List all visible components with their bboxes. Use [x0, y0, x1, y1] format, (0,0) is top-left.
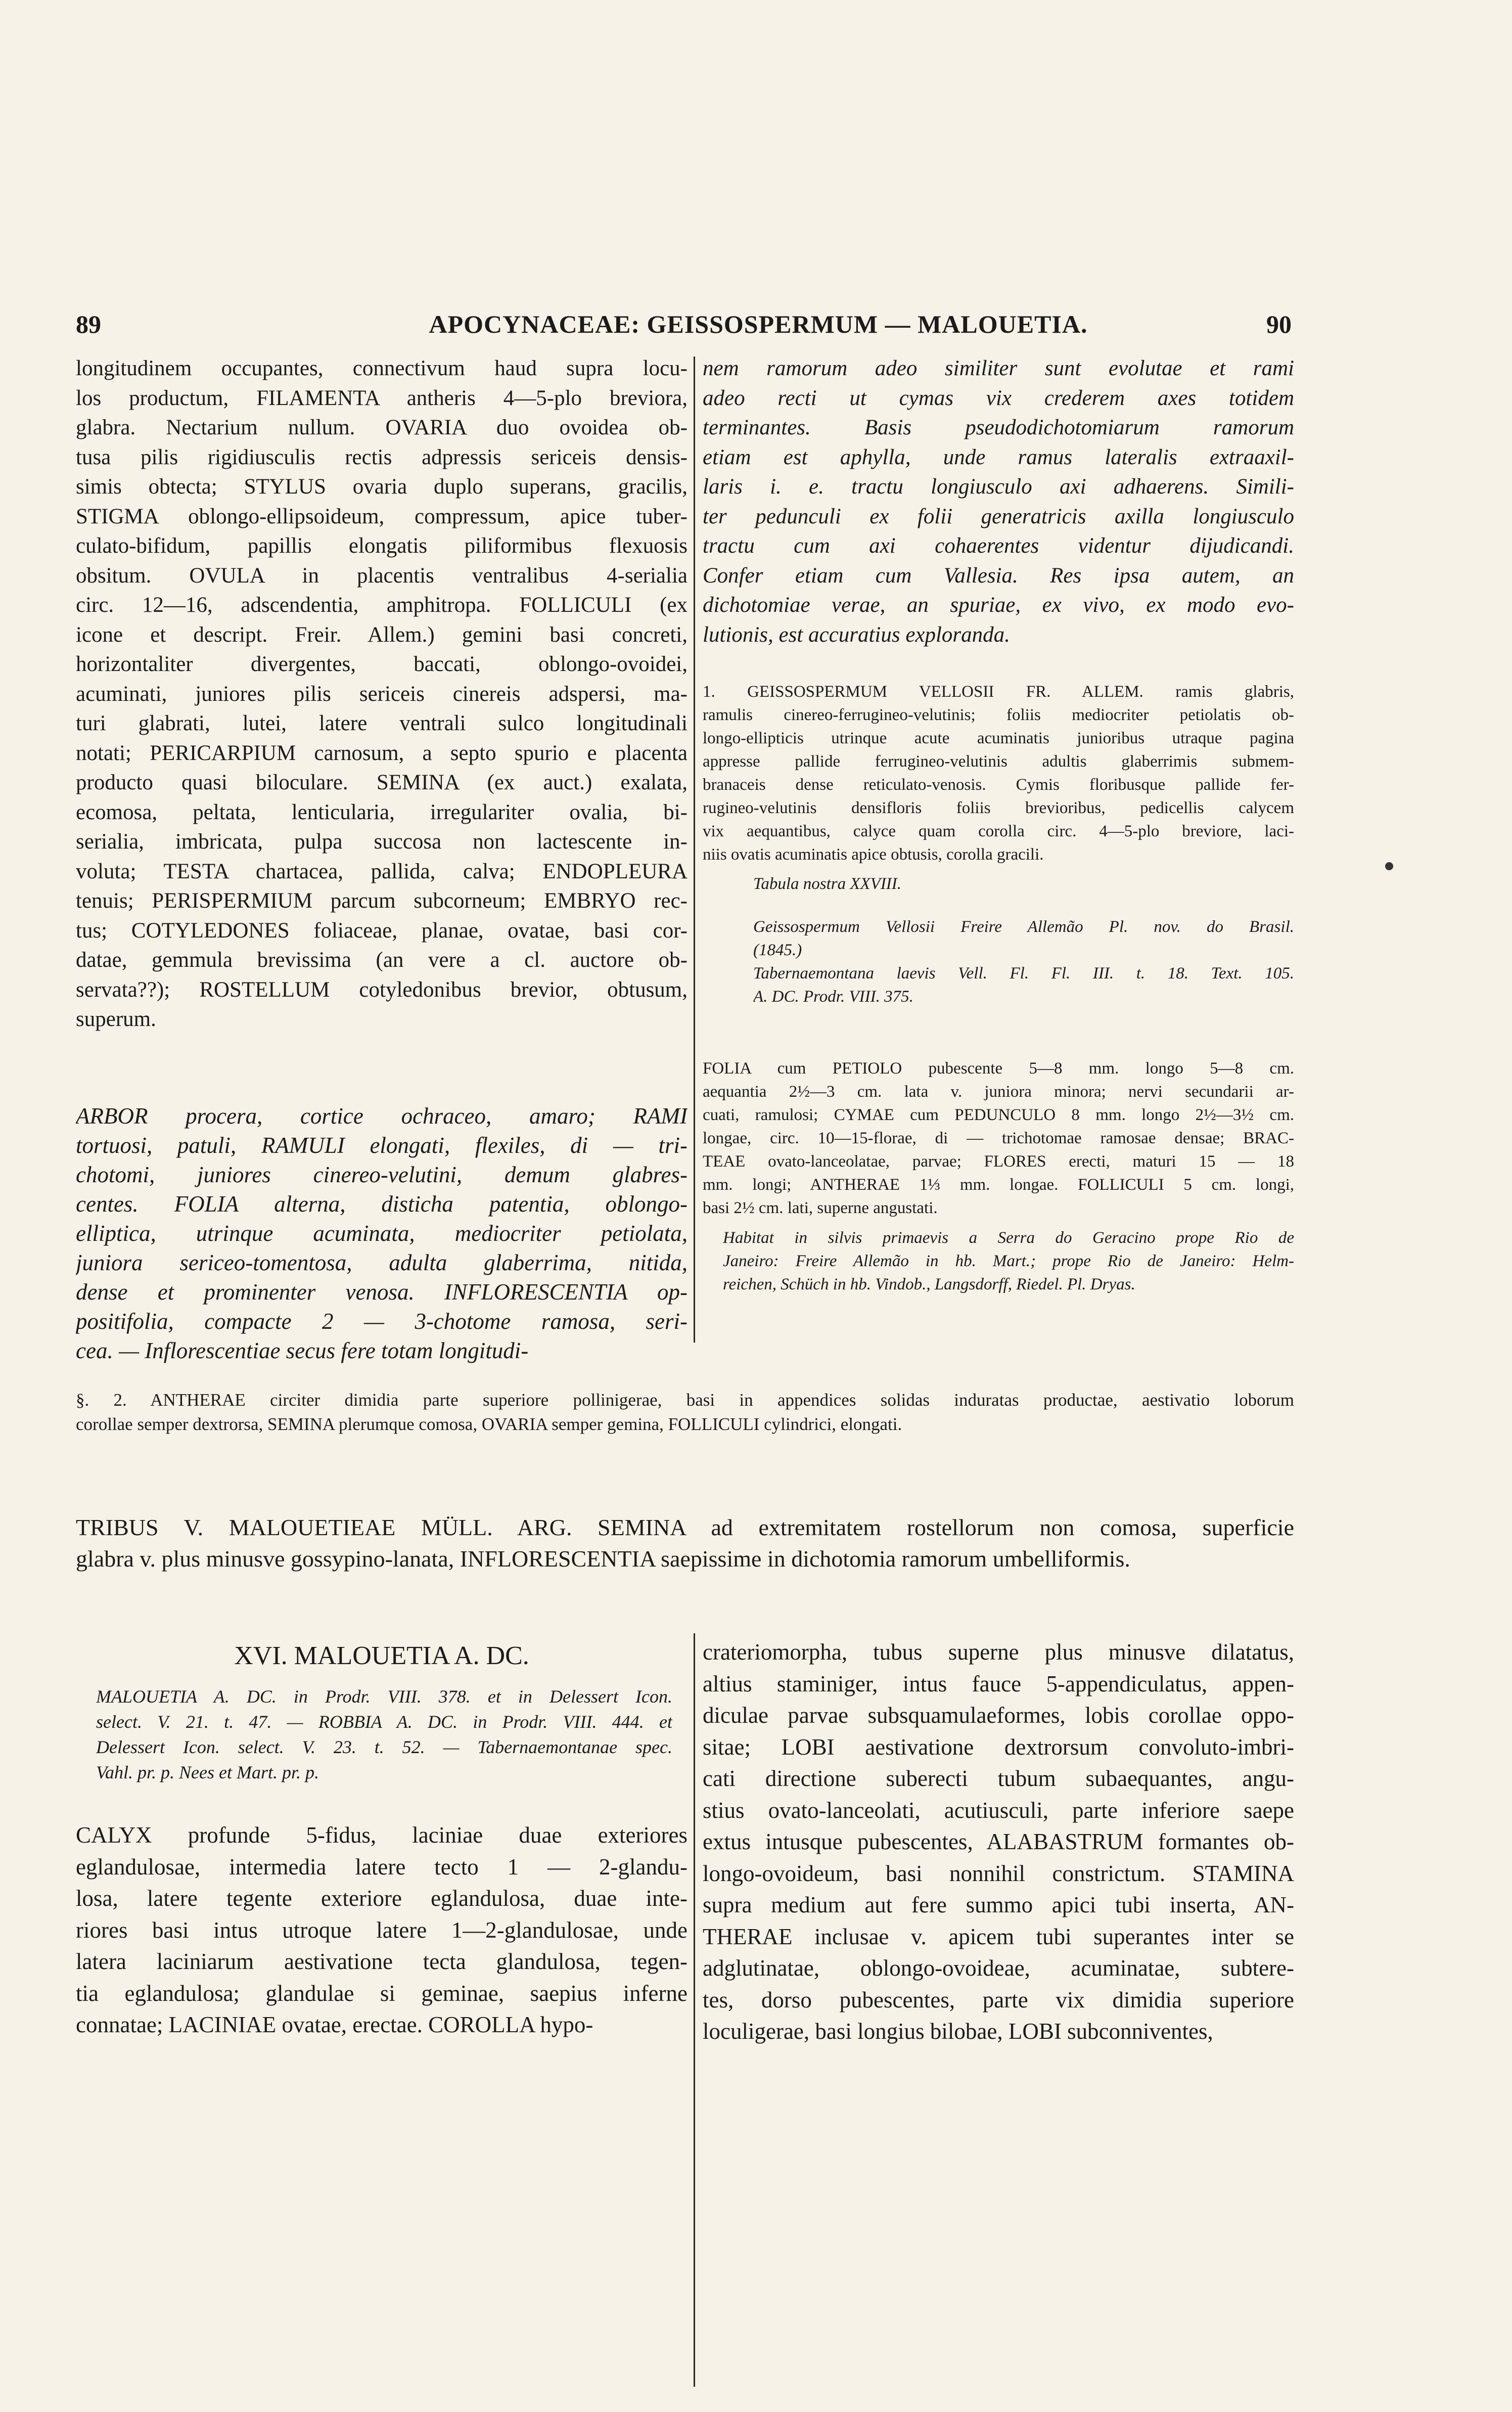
text-line: (1845.): [753, 941, 802, 959]
text-line: terminantes. Basis pseudodichotomiarum ramorum: [703, 416, 1294, 439]
text-line: centes. FOLIA alterna, disticha patentia, oblongo-: [76, 1191, 688, 1217]
text-line: eglandulosae, intermedia latere tecto 1 — 2-glandu-: [76, 1854, 688, 1880]
text-line: CALYX profunde 5-fidus, laciniae duae exteriores: [76, 1822, 688, 1848]
text-line: reichen, Schüch in hb. Vindob., Langsdorff, Riedel. Pl. Dryas.: [723, 1275, 1135, 1293]
tabula-line: Tabula nostra XXVIII.: [753, 875, 902, 893]
text-line: stius ovato-lanceolati, acutiusculi, parte inferiore saepe: [703, 1797, 1294, 1823]
text-line: acuminati, juniores pilis sericeis cinereis adspersi, ma-: [76, 682, 688, 706]
text-line: sitae; LOBI aestivatione dextrorsum convoluto-imbri-: [703, 1734, 1294, 1760]
text-line: losa, latere tegente exteriore eglandulosa, duae inte-: [76, 1886, 688, 1911]
page-number-right: 90: [1266, 310, 1292, 338]
text-line: mm. longi; ANTHERAE 1⅓ mm. longae. FOLLICULI 5 cm. longi,: [703, 1176, 1294, 1194]
text-line: longae, circ. 10—15-florae, di — trichotomae ramosae densae; BRAC-: [703, 1129, 1294, 1147]
page-number-left: 89: [76, 310, 101, 338]
genus-description-left: [76, 1819, 688, 2041]
text-line: tenuis; PERISPERMIUM parcum subcorneum; EMBRYO rec-: [76, 889, 688, 913]
text-line: longitudinem occupantes, connectivum haud supra locu-: [76, 356, 688, 380]
text-line: elliptica, utrinque acuminata, mediocriter petiolata,: [76, 1221, 688, 1246]
text-line: tes, dorso pubescentes, parte vix dimidia superiore: [703, 1987, 1294, 2013]
text-line: cuati, ramulosi; CYMAE cum PEDUNCULO 8 mm. longo 2½—3½ cm.: [703, 1106, 1294, 1124]
text-line: glabra. Nectarium nullum. OVARIA duo ovoidea ob-: [76, 416, 688, 439]
text-line: dichotomiae verae, an spuriae, ex vivo, ex modo evo-: [703, 593, 1294, 617]
habitat: [723, 1226, 1294, 1296]
text-line: glabra v. plus minusve gossypino-lanata, INFLORESCENTIA saepissime in dichotomia ramorum umbelliformis.: [76, 1546, 1130, 1572]
text-line: longo-ellipticis utrinque acute acuminatis junioribus utraque pagina: [703, 729, 1294, 747]
text-line: Vahl. pr. p. Nees et Mart. pr. p.: [96, 1762, 319, 1782]
genus-references: [96, 1684, 672, 1785]
text-line: datae, gemmula brevissima (an vere a cl. auctore ob-: [76, 948, 688, 972]
text-line: juniora sericeo-tomentosa, adulta glaberrima, nitida,: [76, 1250, 688, 1275]
text-line: MALOUETIA A. DC. in Prodr. VIII. 378. et in Delessert Icon.: [96, 1686, 672, 1707]
text-line: dense et prominenter venosa. INFLORESCENTIA op-: [76, 1279, 688, 1305]
text-line: notati; PERICARPIUM carnosum, a septo spurio e placenta: [76, 741, 688, 765]
text-line: tractu cum axi cohaerentes videntur dijudicandi.: [703, 534, 1294, 558]
text-line: los productum, FILAMENTA antheris 4—5-plo breviora,: [76, 386, 688, 410]
text-line: positifolia, compacte 2 — 3-chotome ramosa, seri-: [76, 1309, 688, 1334]
folia-description: [703, 1057, 1294, 1220]
text-line: §. 2. ANTHERAE circiter dimidia parte superiore pollinigerae, basi in appendices solidas induratas productae, aestivatio loborum: [76, 1390, 1294, 1410]
synonyms: [753, 915, 1294, 1008]
text-line: nem ramorum adeo similiter sunt evolutae et rami: [703, 356, 1294, 380]
text-line: producto quasi biloculare. SEMINA (ex auct.) exalata,: [76, 771, 688, 794]
text-line: corollae semper dextrorsa, SEMINA plerumque comosa, OVARIA semper gemina, FOLLICULI cylindrici, elongati.: [76, 1414, 902, 1434]
text-line: adglutinatae, oblongo-ovoideae, acuminatae, subtere-: [703, 1955, 1294, 1981]
text-line: branaceis dense reticulato-venosis. Cymis floribusque pallide fer-: [703, 776, 1294, 794]
text-line: loculigerae, basi longius bilobae, LOBI subconniventes,: [703, 2019, 1213, 2044]
text-line: lutionis, est accuratius exploranda.: [703, 622, 1010, 647]
text-line: appresse pallide ferrugineo-velutinis adultis glaberrimis submem-: [703, 752, 1294, 771]
text-line: simis obtecta; STYLUS ovaria duplo superans, gracilis,: [76, 475, 688, 499]
text-line: THERAE inclusae v. apicem tubi superantes inter se: [703, 1924, 1294, 1949]
text-line: 1. GEISSOSPERMUM VELLOSII FR. ALLEM. ramis glabris,: [703, 683, 1294, 701]
text-line: vix aequantibus, calyce quam corolla circ. 4—5-plo breviore, laci-: [703, 822, 1294, 840]
text-line: superum.: [76, 1007, 156, 1031]
text-line: rugineo-velutinis densifloris foliis brevioribus, pedicellis calycem: [703, 799, 1294, 817]
text-line: servata??); ROSTELLUM cotyledonibus brevior, obtusum,: [76, 977, 688, 1002]
text-line: tia eglandulosa; glandulae si geminae, saepius inferne: [76, 1980, 688, 2006]
text-line: FOLIA cum PETIOLO pubescente 5—8 mm. longo 5—8 cm.: [703, 1059, 1294, 1078]
text-line: obsitum. OVULA in placentis ventralibus 4-serialia: [76, 563, 688, 588]
text-line: cati directione suberecti tubum subaequantes, angu-: [703, 1766, 1294, 1791]
text-line: Delessert Icon. select. V. 23. t. 52. — Tabernaemontanae spec.: [96, 1737, 672, 1757]
text-line: ter pedunculi ex folii generatricis axilla longiusculo: [703, 504, 1294, 528]
text-line: adeo recti ut cymas vix crederem axes totidem: [703, 386, 1294, 410]
text-line: etiam est aphylla, unde ramus lateralis extraaxil-: [703, 445, 1294, 469]
text-line: altius staminiger, intus fauce 5-appendiculatus, appen-: [703, 1671, 1294, 1696]
text-line: extus intusque pubescentes, ALABASTRUM formantes ob-: [703, 1829, 1294, 1854]
text-line: ecomosa, peltata, lenticularia, irregulariter ovalia, bi-: [76, 800, 688, 824]
text-line: laris i. e. tractu longiusculo axi adhaerens. Simili-: [703, 475, 1294, 499]
species-diagnosis: [703, 680, 1294, 866]
running-head: APOCYNACEAE: GEISSOSPERMUM — MALOUETIA.: [429, 310, 1088, 338]
text-line: Tabernaemontana laevis Vell. Fl. Fl. III. t. 18. Text. 105.: [753, 964, 1294, 982]
text-line: icone et descript. Freir. Allem.) gemini basi concreti,: [76, 622, 688, 647]
column-rule-top: [694, 356, 695, 1343]
text-line: culato-bifidum, papillis elongatis piliformibus flexuosis: [76, 534, 688, 558]
text-line: Habitat in silvis primaevis a Serra do Geracino prope Rio de: [723, 1229, 1294, 1247]
text-line: TRIBUS V. MALOUETIEAE MÜLL. ARG. SEMINA ad extremitatem rostellorum non comosa, superficie: [76, 1514, 1294, 1540]
column-rule-bottom: [694, 1633, 695, 2387]
text-line: Janeiro: Freire Allemão in hb. Mart.; prope Rio de Janeiro: Helm-: [723, 1252, 1294, 1270]
text-line: STIGMA oblongo-ellipsoideum, compressum, apice tuber-: [76, 504, 688, 528]
left-column-text: [76, 354, 688, 1035]
text-line: serialia, imbricata, pulpa succosa non lactescente in-: [76, 830, 688, 854]
text-line: supra medium aut fere summo apici tubi inserta, AN-: [703, 1892, 1294, 1917]
text-line: riores basi intus utroque latere 1—2-glandulosae, unde: [76, 1917, 688, 1943]
text-line: ARBOR procera, cortice ochraceo, amaro; RAMI: [76, 1103, 688, 1129]
text-line: Confer etiam cum Vallesia. Res ipsa autem, an: [703, 563, 1294, 588]
text-line: latera laciniarum aestivatione tecta glandulosa, tegen-: [76, 1949, 688, 1974]
text-line: longo-ovoideum, basi nonnihil constrictum. STAMINA: [703, 1860, 1294, 1886]
section-paragraph: [76, 1388, 1294, 1437]
text-line: crateriomorpha, tubus superne plus minusve dilatatus,: [703, 1639, 1294, 1665]
text-line: aequantia 2½—3 cm. lata v. juniora minora; nervi secundarii ar-: [703, 1083, 1294, 1101]
text-line: TEAE ovato-lanceolatae, parvae; FLORES erecti, maturi 15 — 18: [703, 1152, 1294, 1171]
text-line: basi 2½ cm. lati, superne angustati.: [703, 1199, 938, 1217]
text-line: chotomi, juniores cinereo-velutini, demum glabres-: [76, 1162, 688, 1187]
text-line: ramulis cinereo-ferrugineo-velutinis; foliis mediocriter petiolatis ob-: [703, 706, 1294, 724]
text-line: niis ovatis acuminatis apice obtusis, corolla gracili.: [703, 845, 1044, 864]
text-line: A. DC. Prodr. VIII. 375.: [753, 988, 913, 1006]
genus-title: XVI. MALOUETIA A. DC.: [234, 1641, 529, 1670]
text-line: turi glabrati, lutei, latere ventrali sulco longitudinali: [76, 711, 688, 735]
right-column-continuation: [703, 354, 1294, 650]
text-line: tusa pilis rigidiusculis rectis adpressis sericeis densis-: [76, 445, 688, 469]
tribus-paragraph: [76, 1512, 1294, 1575]
text-line: select. V. 21. t. 47. — ROBBIA A. DC. in Prodr. VIII. 444. et: [96, 1712, 672, 1732]
margin-dot: [1385, 862, 1393, 870]
text-line: circ. 12—16, adscendentia, amphitropa. FOLLICULI (ex: [76, 593, 688, 617]
text-line: connatae; LACINIAE ovatae, erectae. COROLLA hypo-: [76, 2012, 593, 2037]
text-line: horizontaliter divergentes, baccati, oblongo-ovoidei,: [76, 652, 688, 676]
text-line: diculae parvae subsquamulaeformes, lobis corollae oppo-: [703, 1703, 1294, 1728]
tabula-ref: [753, 872, 1345, 896]
left-column-description: [76, 1101, 688, 1365]
text-line: Geissospermum Vellosii Freire Allemão Pl. nov. do Brasil.: [753, 918, 1294, 936]
text-line: cea. — Inflorescentiae secus fere totam longitudi-: [76, 1338, 529, 1363]
text-line: voluta; TESTA chartacea, pallida, calva; ENDOPLEURA: [76, 859, 688, 883]
genus-description-right: [703, 1636, 1294, 2047]
text-line: tus; COTYLEDONES foliaceae, planae, ovatae, basi cor-: [76, 918, 688, 943]
text-line: tortuosi, patuli, RAMULI elongati, flexiles, di — tri-: [76, 1133, 688, 1158]
